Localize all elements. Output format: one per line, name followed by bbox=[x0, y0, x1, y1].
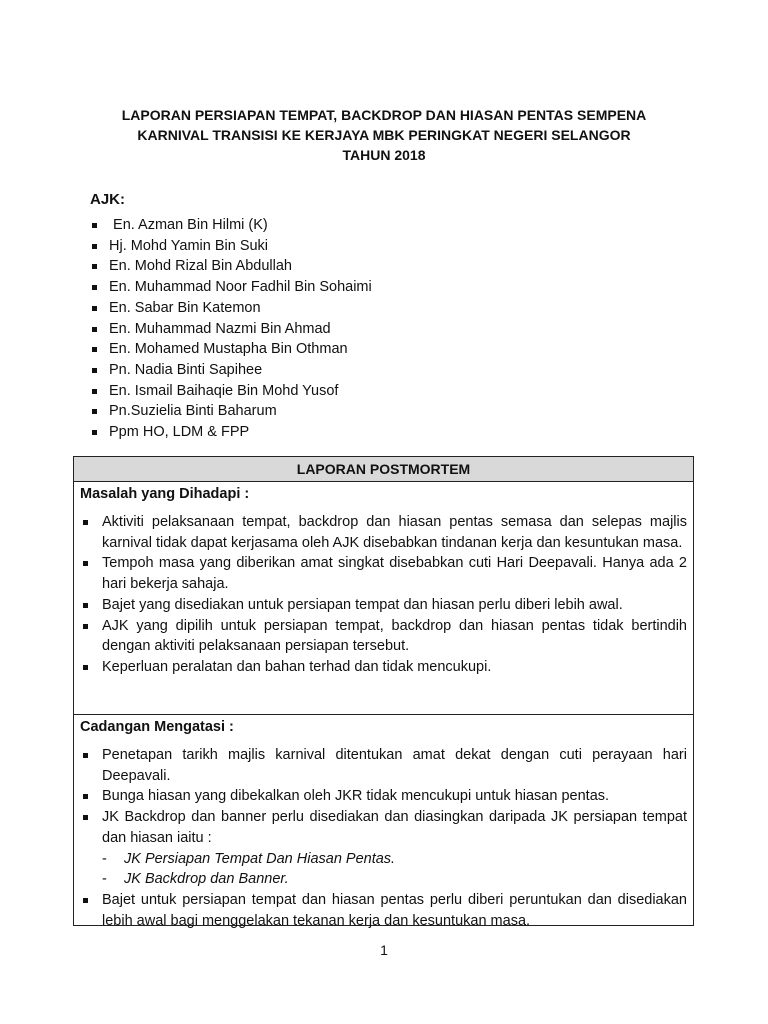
bullet-icon bbox=[83, 898, 88, 903]
dash-marker: - bbox=[102, 850, 107, 867]
title-line-2: KARNIVAL TRANSISI KE KERJAYA MBK PERINGKAT NEGERI SELANGOR bbox=[137, 127, 631, 143]
list-item: Aktiviti pelaksanaan tempat, backdrop dan hiasan pentas semasa dan selepas majlis karnival tidak dapat kerjasama oleh AJK disebabkan tindanan kerja dan kesuntukan masa. bbox=[80, 512, 687, 553]
sub-list-item: - JK Backdrop dan Banner. bbox=[102, 869, 687, 890]
bullet-icon bbox=[83, 520, 88, 525]
list-item: En. Ismail Baihaqie Bin Mohd Yusof bbox=[90, 381, 372, 402]
list-item: Pn.Suzielia Binti Baharum bbox=[90, 401, 372, 422]
list-item: Tempoh masa yang diberikan amat singkat disebabkan cuti Hari Deepavali. Hanya ada 2 hari bekerja sahaja. bbox=[80, 553, 687, 594]
report-title bbox=[0, 105, 768, 165]
title-line-3: TAHUN 2018 bbox=[342, 147, 426, 163]
bullet-icon bbox=[83, 815, 88, 820]
bullet-icon bbox=[83, 561, 88, 566]
postmortem-header: LAPORAN POSTMORTEM bbox=[74, 457, 693, 482]
problems-section bbox=[74, 482, 693, 715]
bullet-icon bbox=[92, 306, 97, 311]
dash-marker: - bbox=[102, 871, 107, 888]
solutions-sublist bbox=[102, 849, 687, 890]
postmortem-table bbox=[73, 456, 694, 929]
bullet-icon bbox=[92, 244, 97, 249]
list-item: En. Mohamed Mustapha Bin Othman bbox=[90, 339, 372, 360]
bullet-icon bbox=[83, 794, 88, 799]
list-item: Bajet yang disediakan untuk persiapan tempat dan hiasan perlu diberi lebih awal. bbox=[80, 595, 687, 616]
bullet-icon bbox=[83, 603, 88, 608]
list-item: Penetapan tarikh majlis karnival ditentukan amat dekat dengan cuti perayaan hari Deepavali. bbox=[80, 745, 687, 786]
bullet-icon bbox=[92, 223, 97, 228]
list-item: En. Sabar Bin Katemon bbox=[90, 298, 372, 319]
list-item: Hj. Mohd Yamin Bin Suki bbox=[90, 236, 372, 257]
list-item: Bunga hiasan yang dibekalkan oleh JKR tidak mencukupi untuk hiasan pentas. bbox=[80, 786, 687, 807]
list-item: AJK yang dipilih untuk persiapan tempat, backdrop dan hiasan pentas tidak bertindih dengan aktiviti pelaksanaan persiapan tersebut. bbox=[80, 616, 687, 657]
list-item: Pn. Nadia Binti Sapihee bbox=[90, 360, 372, 381]
bullet-icon bbox=[92, 409, 97, 414]
list-item: En. Muhammad Nazmi Bin Ahmad bbox=[90, 319, 372, 340]
bullet-icon bbox=[92, 264, 97, 269]
list-item: En. Muhammad Noor Fadhil Bin Sohaimi bbox=[90, 277, 372, 298]
ajk-member-list bbox=[90, 215, 372, 443]
solutions-list bbox=[80, 745, 687, 931]
problems-title: Masalah yang Dihadapi : bbox=[80, 486, 250, 502]
bullet-icon bbox=[92, 327, 97, 332]
bullet-icon bbox=[92, 430, 97, 435]
problems-list bbox=[80, 512, 687, 678]
bullet-icon bbox=[83, 665, 88, 670]
title-line-1: LAPORAN PERSIAPAN TEMPAT, BACKDROP DAN HIASAN PENTAS SEMPENA bbox=[121, 107, 647, 123]
bullet-icon bbox=[92, 285, 97, 290]
sub-list-item: - JK Persiapan Tempat Dan Hiasan Pentas. bbox=[102, 849, 687, 870]
list-item: Ppm HO, LDM & FPP bbox=[90, 422, 372, 443]
list-item: Bajet untuk persiapan tempat dan hiasan pentas perlu diberi peruntukan dan disediakan lebih awal bagi menggelakan tekanan kerja dan kesuntukan masa. bbox=[80, 890, 687, 931]
bullet-icon bbox=[83, 624, 88, 629]
list-item: En. Azman Bin Hilmi (K) bbox=[90, 215, 372, 236]
list-item: JK Backdrop dan banner perlu disediakan dan diasingkan daripada JK persiapan tempat dan hiasan iaitu : - JK Persiapan Tempat Dan Hiasan Pentas. - JK Backdrop dan Banner. bbox=[80, 807, 687, 890]
list-item: Keperluan peralatan dan bahan terhad dan tidak mencukupi. bbox=[80, 657, 687, 678]
solutions-title: Cadangan Mengatasi : bbox=[80, 719, 234, 735]
ajk-heading: AJK: bbox=[90, 191, 126, 208]
bullet-icon bbox=[92, 368, 97, 373]
bullet-icon bbox=[92, 347, 97, 352]
page-number: 1 bbox=[380, 942, 388, 958]
solutions-section bbox=[74, 715, 693, 931]
list-item: En. Mohd Rizal Bin Abdullah bbox=[90, 256, 372, 277]
bullet-icon bbox=[83, 753, 88, 758]
bullet-icon bbox=[92, 389, 97, 394]
